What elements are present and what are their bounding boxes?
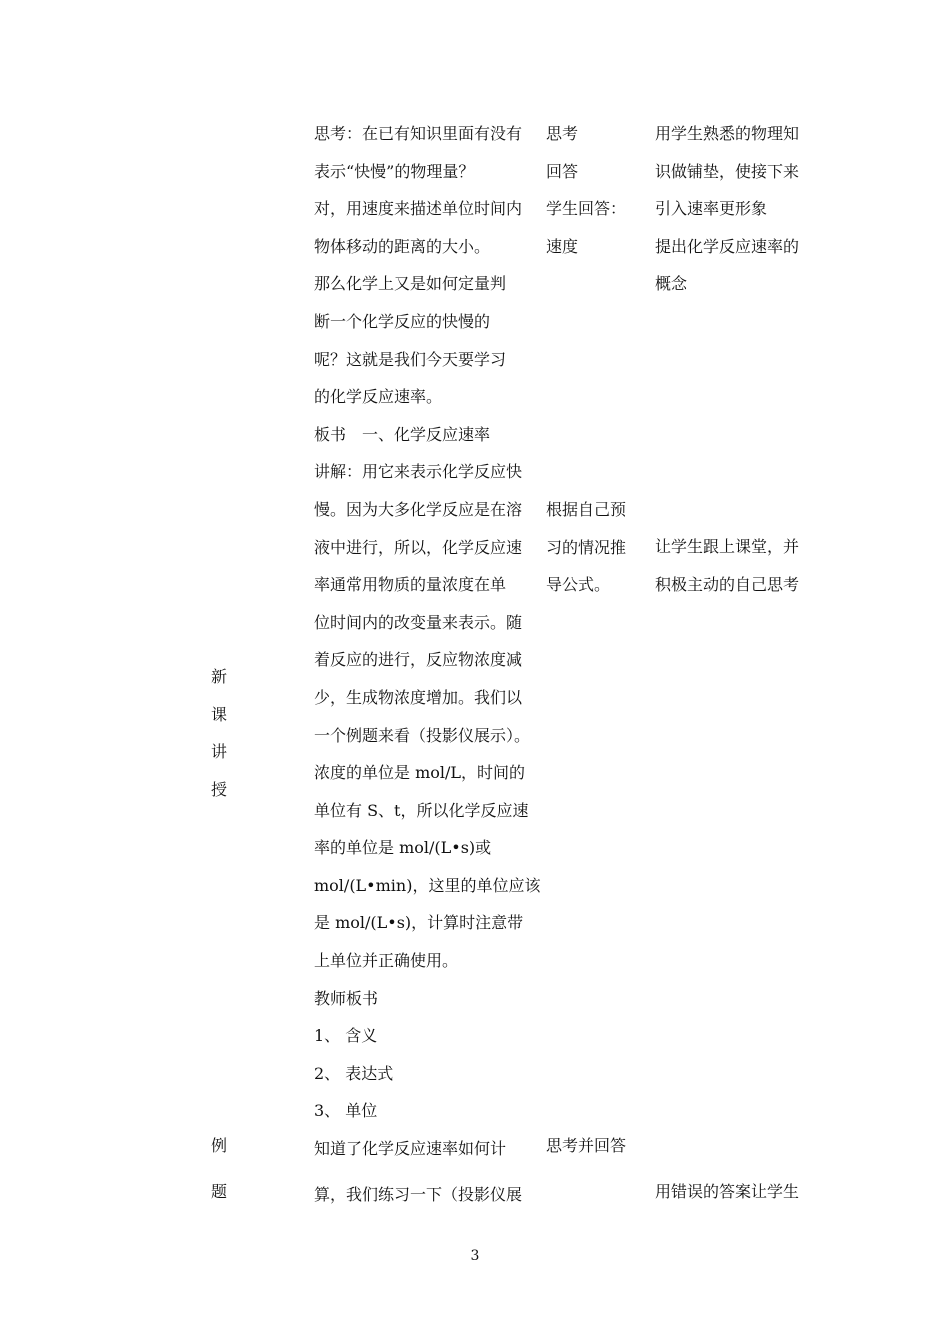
teacher-line: 对，用速度来描述单位时间内 <box>314 199 523 219</box>
teacher-line: 表示“快慢”的物理量？ <box>314 161 475 181</box>
teacher-line: 慢。因为大多化学反应是在溶 <box>314 499 523 519</box>
section-label-char: 新 <box>211 667 228 686</box>
design-intent-block-3 <box>655 1173 815 1211</box>
design-intent-block-2 <box>655 528 815 603</box>
teacher-line: 那么化学上又是如何定量判 <box>314 274 507 294</box>
teacher-line: mol/(L•min)，这里的单位应该 <box>314 875 541 895</box>
student-activity-block-3 <box>546 1127 646 1165</box>
student-line: 思考 <box>546 124 579 143</box>
teacher-line: 单位有 S、t，所以化学反应速 <box>314 800 529 820</box>
board-heading: 板书 一、化学反应速率 <box>314 424 491 444</box>
teacher-line: 思考：在已有知识里面有没有 <box>314 124 523 143</box>
teacher-line: 一个例题来看（投影仪展示）。 <box>314 725 531 745</box>
teacher-line: 少，生成物浓度增加。我们以 <box>314 687 523 707</box>
intent-line: 引入速率更形象 <box>655 199 768 219</box>
board-item: 3、 单位 <box>314 1101 378 1121</box>
board-item: 2、 表达式 <box>314 1063 394 1083</box>
section-label-char: 课 <box>211 704 228 724</box>
teacher-activity-column <box>314 115 541 1213</box>
section-label-char: 例 <box>211 1136 228 1155</box>
teacher-line: 算，我们练习一下（投影仪展 <box>314 1184 523 1204</box>
intent-line: 用错误的答案让学生 <box>655 1182 800 1201</box>
teacher-line: 是 mol/(L•s)，计算时注意带 <box>314 913 524 933</box>
teacher-line: 的化学反应速率。 <box>314 387 443 407</box>
section-label-new-lesson <box>211 658 227 808</box>
intent-line: 用学生熟悉的物理知 <box>655 124 800 143</box>
student-line: 思考并回答 <box>546 1136 627 1155</box>
section-label-char: 讲 <box>211 742 228 762</box>
student-activity-block-1 <box>546 115 646 265</box>
intent-line: 让学生跟上课堂，并 <box>655 537 800 556</box>
teacher-line: 上单位并正确使用。 <box>314 951 459 971</box>
student-line: 导公式。 <box>546 575 611 595</box>
teacher-line: 物体移动的距离的大小。 <box>314 236 491 256</box>
teacher-line: 呢？这就是我们今天要学习 <box>314 349 507 369</box>
teacher-line: 位时间内的改变量来表示。随 <box>314 612 523 632</box>
intent-line: 积极主动的自己思考 <box>655 574 800 594</box>
page-number: 3 <box>470 1248 480 1264</box>
board-item: 1、 含义 <box>314 1026 378 1046</box>
student-line: 学生回答： <box>546 199 627 219</box>
intent-line: 提出化学反应速率的 <box>655 236 800 256</box>
section-label-char: 授 <box>211 779 228 799</box>
teacher-line: 讲解：用它来表示化学反应快 <box>314 462 523 482</box>
intent-line: 识做铺垫，使接下来 <box>655 161 800 181</box>
teacher-line: 浓度的单位是 mol/L，时间的 <box>314 763 526 783</box>
student-line: 回答 <box>546 161 579 181</box>
teacher-line: 知道了化学反应速率如何计 <box>314 1139 507 1159</box>
teacher-line: 教师板书 <box>314 988 379 1008</box>
student-line: 习的情况推 <box>546 537 627 557</box>
teacher-line: 着反应的进行，反应物浓度减 <box>314 650 523 670</box>
teacher-line: 断一个化学反应的快慢的 <box>314 311 491 331</box>
section-label-example <box>211 1127 227 1210</box>
intent-line: 概念 <box>655 274 688 294</box>
student-line: 速度 <box>546 236 579 256</box>
teacher-line: 率通常用物质的量浓度在单 <box>314 575 507 595</box>
teacher-line: 率的单位是 mol/(L•s)或 <box>314 838 492 858</box>
student-line: 根据自己预 <box>546 500 627 519</box>
student-activity-block-2 <box>546 491 646 604</box>
design-intent-block-1 <box>655 115 815 303</box>
teacher-line: 液中进行，所以，化学反应速 <box>314 537 523 557</box>
section-label-char: 题 <box>211 1181 228 1201</box>
